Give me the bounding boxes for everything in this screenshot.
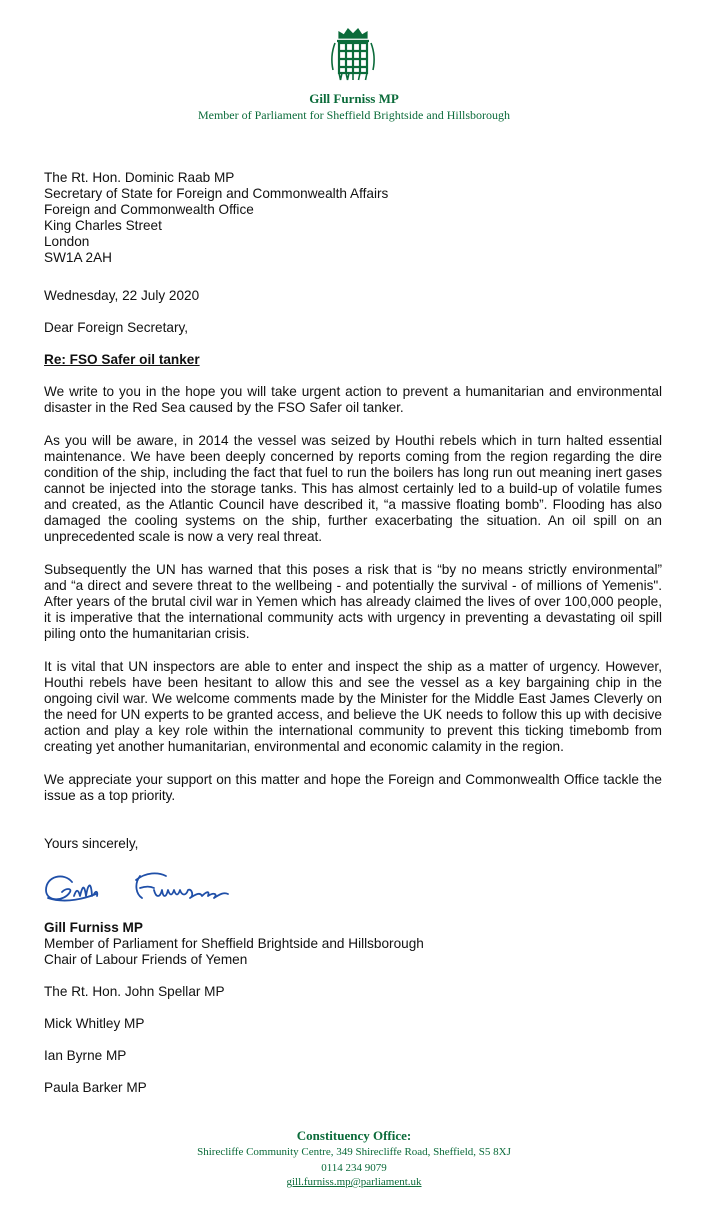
salutation: Dear Foreign Secretary, (44, 320, 189, 335)
footer-title: Constituency Office: (296, 1128, 412, 1143)
body-paragraph: As you will be aware, in 2014 the vessel was seized by Houthi rebels which in turn halted essential maintenance. We have been deeply concerned by reports coming from the region regarding the dire condition of the ship, including the fact that fuel to run the boilers has long run out meaning inert gases cannot be injected into the storage tanks. This has almost certainly led to a build-up of volatile fumes and created, as the Atlantic Council have described it, “a massive floating bomb”. Flooding has also damaged the cooling systems on the ship, further exacerbating the situation. An oil spill on an unprecedented scale is now a very real threat. (44, 433, 662, 544)
body-paragraph: Subsequently the UN has warned that this poses a risk that is “by no means strictly environmental” and “a direct and severe threat to the wellbeing - and potentially the survival - of millions of Yemenis". After years of the brutal civil war in Yemen which has already claimed the lives of over 100,000 people, it is imperative that the international community acts with urgency in preventing a devastating oil spill piling onto the humanitarian crisis. (44, 562, 662, 641)
signer-role: Member of Parliament for Sheffield Brightside and Hillsborough (44, 936, 424, 951)
recipient-line: Secretary of State for Foreign and Commonwealth Affairs (44, 186, 389, 201)
header-mp-role: Member of Parliament for Sheffield Brightside and Hillsborough (197, 108, 511, 122)
recipient-address (44, 170, 388, 266)
recipient-line: London (44, 234, 90, 249)
cosignatory: Paula Barker MP (44, 1080, 147, 1095)
signer-name: Gill Furniss MP (44, 920, 143, 935)
signature-image (36, 858, 256, 918)
body-paragraph: We appreciate your support on this matter and hope the Foreign and Commonwealth Office tackle the issue as a top priority. (44, 772, 662, 803)
body-paragraph: We write to you in the hope you will take urgent action to prevent a humanitarian and environmental disaster in the Red Sea caused by the FSO Safer oil tanker. (44, 384, 662, 415)
recipient-line: SW1A 2AH (44, 250, 112, 265)
subject-line: Re: FSO Safer oil tanker (44, 352, 200, 367)
cosignatory: The Rt. Hon. John Spellar MP (44, 984, 225, 999)
closing: Yours sincerely, (44, 836, 139, 851)
footer-address: Shirecliffe Community Centre, 349 Shirecliffe Road, Sheffield, S5 8XJ (197, 1146, 511, 1158)
header-mp-name: Gill Furniss MP (309, 91, 399, 106)
footer-phone: 0114 234 9079 (321, 1162, 387, 1174)
recipient-line: The Rt. Hon. Dominic Raab MP (44, 170, 235, 185)
footer-email-link[interactable]: gill.furniss.mp@parliament.uk (286, 1176, 422, 1188)
signer-chair: Chair of Labour Friends of Yemen (44, 952, 248, 967)
recipient-line: King Charles Street (44, 218, 162, 233)
letter-date: Wednesday, 22 July 2020 (44, 288, 200, 303)
cosignatory: Mick Whitley MP (44, 1016, 145, 1031)
body-paragraph: It is vital that UN inspectors are able to enter and inspect the ship as a matter of urgency. However, Houthi rebels have been hesitant to allow this and see the vessel as a key bargaining chip in the ongoing civil war. We welcome comments made by the Minister for the Middle East James Cleverly on the need for UN experts to be granted access, and believe the UK needs to follow this up with decisive action and play a key role within the international community to prevent this ticking timebomb from creating yet another humanitarian, environmental and economic calamity in the region. (44, 659, 662, 754)
portcullis-icon (327, 26, 379, 84)
cosignatory: Ian Byrne MP (44, 1048, 127, 1063)
signer-block (44, 920, 424, 968)
recipient-line: Foreign and Commonwealth Office (44, 202, 254, 217)
